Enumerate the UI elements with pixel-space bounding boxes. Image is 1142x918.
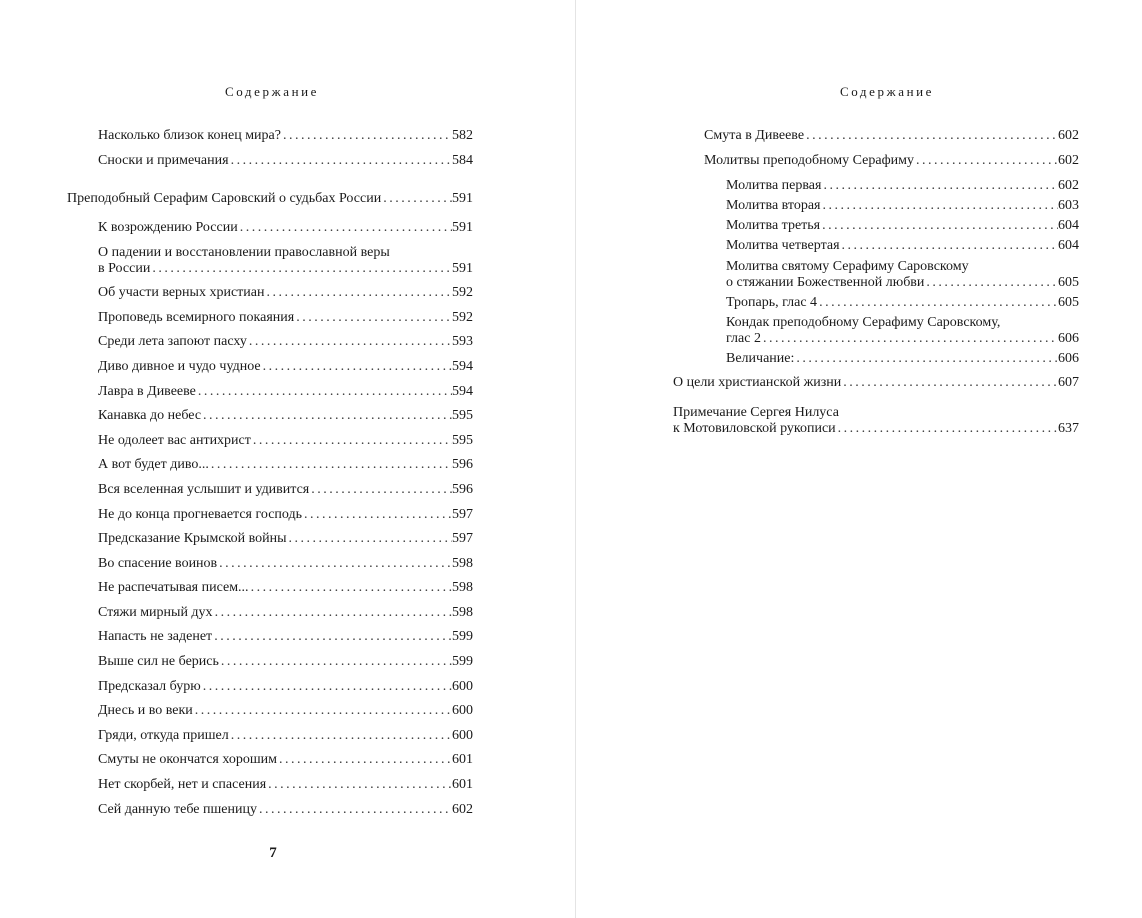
running-title: Содержание	[224, 84, 320, 99]
toc-entry-page: 605	[1058, 275, 1079, 290]
toc-entry-page: 605	[1058, 295, 1079, 310]
toc-entry-title: Молитва святому Серафиму Саровскому	[726, 259, 969, 274]
toc-entry-page: 582	[452, 128, 473, 143]
toc-entry-line	[726, 178, 1079, 194]
toc-entry-title: Молитва четвертая	[726, 238, 840, 253]
dot-leader	[251, 433, 452, 449]
toc-entry-line	[98, 359, 473, 375]
right-page	[576, 0, 1142, 918]
toc-entry-page: 594	[452, 359, 473, 374]
toc-entry-title: Сей данную тебе пшеницу	[98, 802, 257, 817]
toc-entry-page: 602	[1058, 178, 1079, 193]
toc-entry	[98, 679, 473, 695]
toc-entry-line	[98, 245, 473, 261]
toc-entry-title: Не одолеет вас антихрист	[98, 433, 251, 448]
toc-entry	[98, 457, 473, 473]
toc-entry-page: 592	[452, 310, 473, 325]
dot-leader	[281, 128, 452, 144]
toc-entry	[98, 654, 473, 670]
toc-entry-page: 600	[452, 679, 473, 694]
toc-entry-title: глас 2	[726, 331, 761, 346]
toc-entry-title: к Мотовиловской рукописи	[673, 421, 836, 436]
toc-entry-title: Примечание Сергея Нилуса	[673, 405, 839, 420]
toc-entry	[98, 285, 473, 301]
dot-leader	[201, 679, 452, 695]
toc-entry-title: К возрождению России	[98, 220, 238, 235]
toc-entry-page: 593	[452, 334, 473, 349]
toc-entry-title: О цели христианской жизни	[673, 375, 842, 390]
toc-entry	[98, 128, 473, 144]
toc-entry	[726, 178, 1079, 194]
toc-entry-title: Гряди, откуда пришел	[98, 728, 229, 743]
dot-leader	[840, 238, 1058, 254]
toc-entry	[98, 777, 473, 793]
toc-entry-page: 591	[452, 191, 473, 206]
dot-leader	[309, 482, 452, 498]
toc-entry-page: 603	[1058, 198, 1079, 213]
toc-entry	[98, 629, 473, 645]
toc-entry-title: Преподобный Серафим Саровский о судьбах России	[67, 191, 382, 206]
toc-entry	[98, 605, 473, 621]
toc-entry-line	[98, 384, 473, 400]
dot-leader	[817, 295, 1058, 311]
dot-leader	[794, 351, 1058, 367]
toc-entry-title: Проповедь всемирного покаяния	[98, 310, 295, 325]
toc-entry-line	[726, 275, 1079, 291]
toc-entry-page: 584	[452, 153, 473, 168]
toc-entry-title: Молитва вторая	[726, 198, 821, 213]
toc-entry	[98, 245, 473, 277]
dot-leader	[924, 275, 1058, 291]
dot-leader	[264, 285, 452, 301]
toc-entry	[98, 752, 473, 768]
toc-entry-page: 606	[1058, 331, 1079, 346]
dot-leader	[247, 334, 452, 350]
toc-entry-title: Кондак преподобному Серафиму Саровскому,	[726, 315, 1001, 330]
toc-entry-page: 598	[452, 556, 473, 571]
toc-entry	[98, 531, 473, 547]
toc-entry-line	[98, 728, 473, 744]
dot-leader	[213, 605, 452, 621]
toc-entry-page: 607	[1058, 375, 1079, 390]
toc-entry	[98, 433, 473, 449]
toc-entry	[98, 802, 473, 818]
toc-entry-line	[98, 556, 473, 572]
toc-entry	[726, 218, 1079, 234]
toc-entry-title: о стяжании Божественной любви	[726, 275, 925, 290]
toc-entry-title: Насколько близок конец мира?	[98, 128, 281, 143]
toc-entry-title: Выше сил не берись	[98, 654, 219, 669]
toc-entry-line	[704, 128, 1079, 144]
toc-entry-line	[98, 507, 473, 523]
toc-entry-title: Во спасение воинов	[98, 556, 218, 571]
toc-entry	[98, 384, 473, 400]
running-title: Содержание	[839, 84, 935, 99]
toc-entry-line	[726, 198, 1079, 214]
toc-entry	[98, 556, 473, 572]
toc-entry	[673, 375, 1079, 391]
toc-entry-title: Лавра в Дивееве	[98, 384, 196, 399]
dot-leader	[238, 220, 452, 236]
toc-entry-title: Молитва первая	[726, 178, 822, 193]
toc-entry	[98, 703, 473, 719]
toc-entry-title: Напасть не заденет	[98, 629, 213, 644]
toc-entry-line	[98, 334, 473, 350]
dot-leader	[761, 331, 1058, 347]
toc-entry	[726, 259, 1079, 291]
dot-leader	[820, 218, 1058, 234]
toc-entry-title: Нет скорбей, нет и спасения	[98, 777, 267, 792]
dot-leader	[804, 128, 1058, 144]
toc-entry	[98, 310, 473, 326]
toc-entry-title: Предсказание Крымской войны	[98, 531, 287, 546]
toc-entry-line	[726, 331, 1079, 347]
toc-entry-page: 599	[452, 654, 473, 669]
toc-entry-title: Среди лета запоют пасху	[98, 334, 247, 349]
toc-entry	[98, 334, 473, 350]
toc-entry-title: Не распечатывая писем...	[98, 580, 249, 595]
dot-leader	[229, 153, 452, 169]
toc-entry-title: Диво дивное и чудо чудное	[98, 359, 261, 374]
dot-leader	[381, 191, 452, 207]
toc-entry-title: Молитва третья	[726, 218, 821, 233]
toc-entry-title: Канавка до небес	[98, 408, 202, 423]
dot-leader	[193, 703, 452, 719]
toc-entry-line	[98, 580, 473, 596]
toc-entry-page: 600	[452, 728, 473, 743]
toc-entry-page: 602	[1058, 128, 1079, 143]
toc-entry-title: Величание:	[726, 351, 795, 366]
toc-entry-title: Тропарь, глас 4	[726, 295, 818, 310]
toc-entry	[98, 580, 473, 596]
toc-entry-line	[98, 408, 473, 424]
toc-entry-page: 637	[1058, 421, 1079, 436]
toc-entry-line	[98, 531, 473, 547]
toc-entry	[726, 238, 1079, 254]
dot-leader	[302, 507, 452, 523]
toc-entry	[673, 405, 1079, 437]
toc-entry-title: Молитвы преподобному Серафиму	[704, 153, 915, 168]
toc-entry-line	[98, 752, 473, 768]
dot-leader	[277, 752, 452, 768]
toc-entry-page: 594	[452, 384, 473, 399]
toc-entry	[98, 153, 473, 169]
page-number: 7	[269, 845, 277, 861]
toc-entry-page: 596	[452, 482, 473, 497]
toc-entry-page: 598	[452, 580, 473, 595]
toc-entry	[98, 728, 473, 744]
dot-leader	[209, 457, 452, 473]
toc-entry	[726, 198, 1079, 214]
toc-entry	[704, 153, 1079, 169]
toc-entry-page: 606	[1058, 351, 1079, 366]
toc-entry-line	[98, 310, 473, 326]
toc-entry-line	[673, 375, 1079, 391]
toc-entry-page: 601	[452, 777, 473, 792]
toc-entry-page: 600	[452, 703, 473, 718]
toc-entry-page: 591	[452, 261, 473, 276]
toc-entry-page: 604	[1058, 218, 1079, 233]
toc-entry-page: 591	[452, 220, 473, 235]
toc-entry	[704, 128, 1079, 144]
toc-entry-page: 602	[452, 802, 473, 817]
dot-leader	[294, 310, 452, 326]
toc-entry-line	[98, 777, 473, 793]
toc-entry-title: в России	[98, 261, 151, 276]
toc-entry-line	[98, 605, 473, 621]
toc-entry-line	[98, 153, 473, 169]
toc-entry-line	[98, 220, 473, 236]
dot-leader	[257, 802, 452, 818]
toc-entry-page: 597	[452, 507, 473, 522]
toc-entry-line	[98, 261, 473, 277]
toc-entry	[726, 315, 1079, 347]
toc-entry-line	[673, 421, 1079, 437]
toc-entry	[98, 220, 473, 236]
toc-entry-title: Смуты не окончатся хорошим	[98, 752, 277, 767]
toc-entry-line	[98, 629, 473, 645]
toc-entry-page: 596	[452, 457, 473, 472]
toc-entry	[98, 507, 473, 523]
toc-entry-page: 602	[1058, 153, 1079, 168]
toc-entry-line	[98, 457, 473, 473]
toc-entry-page: 597	[452, 531, 473, 546]
toc-entry-page: 595	[452, 408, 473, 423]
dot-leader	[287, 531, 452, 547]
dot-leader	[150, 261, 452, 277]
toc-entry-line	[704, 153, 1079, 169]
dot-leader	[249, 580, 452, 596]
toc-entry-title: Днесь и во веки	[98, 703, 193, 718]
toc-entry-line	[98, 654, 473, 670]
toc-entry-line	[98, 128, 473, 144]
toc-entry-title: Сноски и примечания	[98, 153, 229, 168]
toc-entry-title: Не до конца прогневается господь	[98, 507, 303, 522]
toc-entry-page: 592	[452, 285, 473, 300]
toc-entry	[67, 191, 473, 207]
toc-entry-title: О падении и восстановлении православной веры	[98, 245, 390, 260]
dot-leader	[201, 408, 452, 424]
toc-entry-line	[726, 218, 1079, 234]
toc-entry-title: Предсказал бурю	[98, 679, 201, 694]
dot-leader	[196, 384, 452, 400]
dot-leader	[212, 629, 452, 645]
toc-entry	[726, 351, 1079, 367]
dot-leader	[914, 153, 1058, 169]
toc-entry-page: 595	[452, 433, 473, 448]
toc-entry-line	[98, 433, 473, 449]
toc-entry-line	[726, 295, 1079, 311]
dot-leader	[219, 654, 452, 670]
toc-entry-line	[726, 259, 1079, 275]
toc-entry-title: Вся вселенная услышит и удивится	[98, 482, 310, 497]
toc-entry-line	[98, 679, 473, 695]
toc-entry-page: 599	[452, 629, 473, 644]
dot-leader	[261, 359, 452, 375]
toc-entry-line	[726, 351, 1079, 367]
toc-entry-title: А вот будет диво...	[98, 457, 209, 472]
toc-entry	[726, 295, 1079, 311]
toc-entry-page: 598	[452, 605, 473, 620]
dot-leader	[836, 421, 1058, 437]
toc-entry-line	[98, 482, 473, 498]
toc-entry-page: 601	[452, 752, 473, 767]
toc-entry-title: Смута в Дивееве	[704, 128, 805, 143]
dot-leader	[821, 178, 1058, 194]
toc-entry	[98, 408, 473, 424]
toc-entry-line	[726, 315, 1079, 331]
toc-entry-line	[673, 405, 1079, 421]
toc-entry-page: 604	[1058, 238, 1079, 253]
toc-entry	[98, 359, 473, 375]
dot-leader	[217, 556, 452, 572]
toc-entry-line	[726, 238, 1079, 254]
dot-leader	[841, 375, 1058, 391]
dot-leader	[821, 198, 1059, 214]
dot-leader	[229, 728, 452, 744]
toc-entry-line	[98, 802, 473, 818]
toc-entry-title: Об участи верных христиан	[98, 285, 265, 300]
toc-entry	[98, 482, 473, 498]
toc-entry-line	[98, 703, 473, 719]
toc-entry-line	[98, 285, 473, 301]
toc-entry-line	[67, 191, 473, 207]
dot-leader	[266, 777, 452, 793]
toc-entry-title: Стяжи мирный дух	[98, 605, 213, 620]
